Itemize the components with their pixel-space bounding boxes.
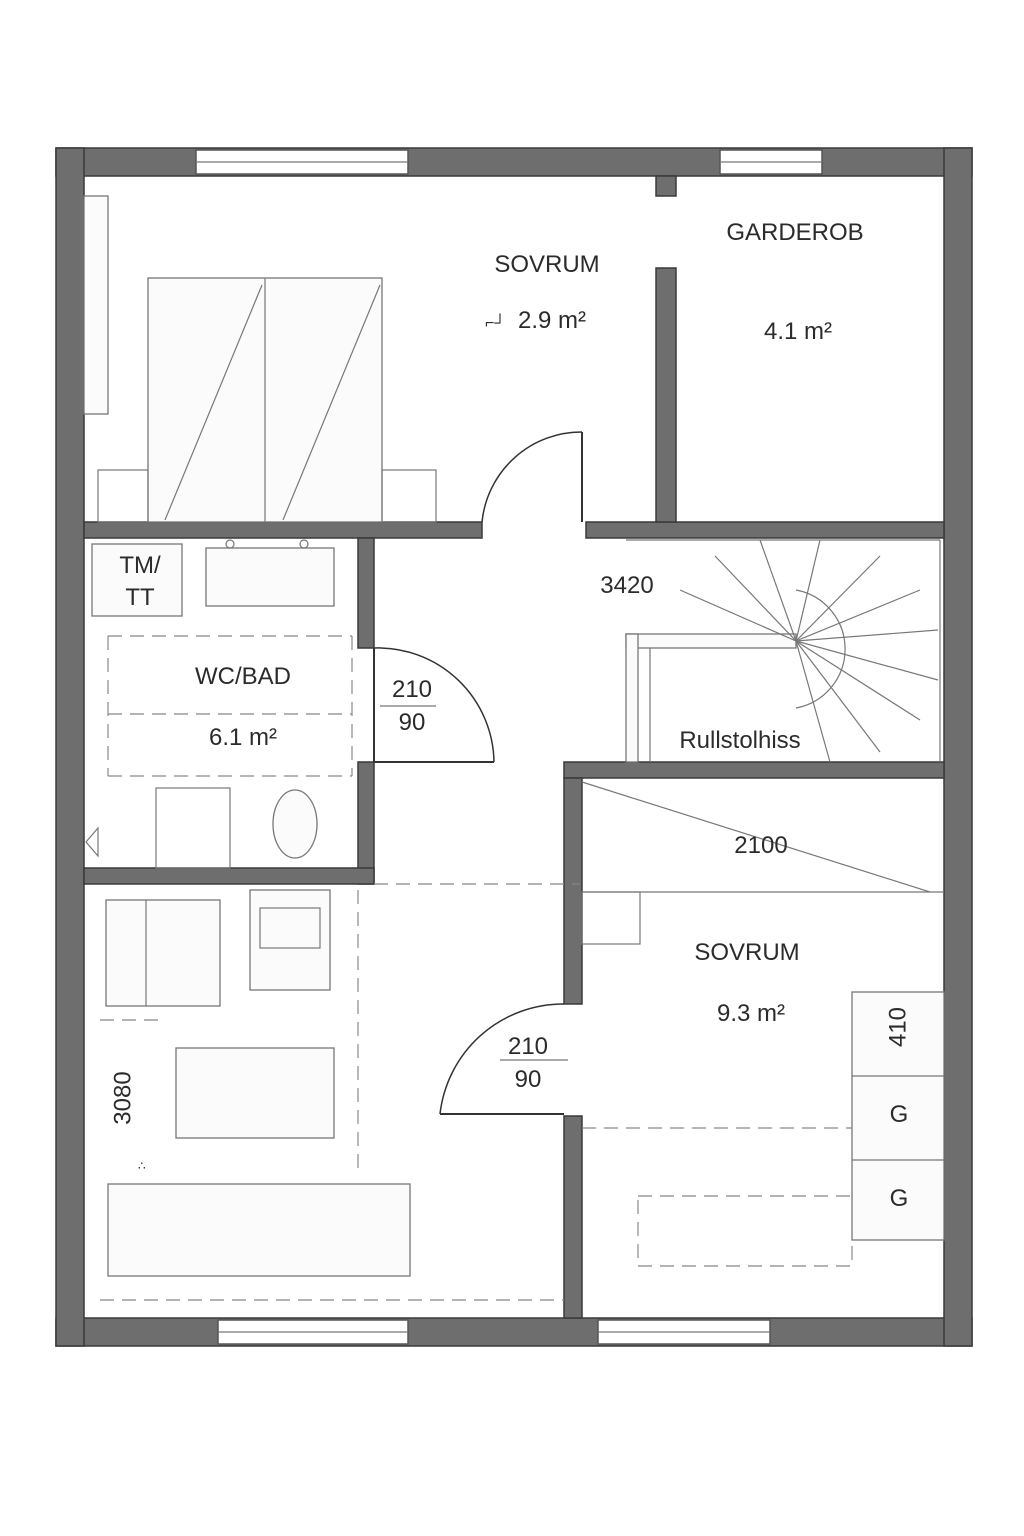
stair-tread — [760, 540, 796, 641]
bath-door-height: 210 — [391, 676, 433, 703]
wc-bad-area: 6.1 m² — [208, 724, 278, 751]
small-mark: ∴ — [138, 1159, 146, 1173]
stair-tread — [715, 556, 796, 641]
stair-tread — [680, 590, 796, 641]
wc-bad-name: WC/BAD — [195, 663, 291, 690]
garderob-area: 4.1 m² — [763, 318, 833, 345]
dim-2100: 2100 — [734, 832, 788, 859]
stair-tread — [796, 641, 938, 680]
door-sovrum-right — [440, 1004, 568, 1114]
dim-3080: 3080 — [109, 1071, 137, 1125]
wardrobe-g1: G — [889, 1101, 909, 1128]
sovrum-top-area: 2.9 m² — [517, 307, 587, 334]
door-sovrum-top — [482, 432, 582, 522]
bed-top — [84, 196, 436, 522]
door-bath — [374, 648, 494, 762]
garderob-name: GARDEROB — [726, 219, 864, 246]
stair-tread — [796, 641, 880, 752]
stair-tread — [796, 556, 880, 641]
tm-tt-line1: TM/ — [119, 552, 161, 579]
bed-door-width: 90 — [514, 1066, 542, 1093]
lower-left-furniture — [100, 884, 580, 1300]
sovrum-right-name: SOVRUM — [694, 939, 800, 966]
wardrobe-410: 410 — [884, 1006, 912, 1048]
sovrum-top-name: SOVRUM — [494, 251, 600, 278]
stair-dimension: 3420 — [600, 572, 654, 599]
bed-door-height: 210 — [507, 1033, 549, 1060]
wardrobe-g2: G — [889, 1185, 909, 1212]
bath-door-width: 90 — [398, 709, 426, 736]
sovrum-right-area: 9.3 m² — [716, 1000, 786, 1027]
lift-label: Rullstolhiss — [679, 727, 801, 754]
sovrum-top-prefix: ⌐┘ — [485, 315, 506, 332]
tm-tt-line2: TT — [125, 584, 155, 611]
